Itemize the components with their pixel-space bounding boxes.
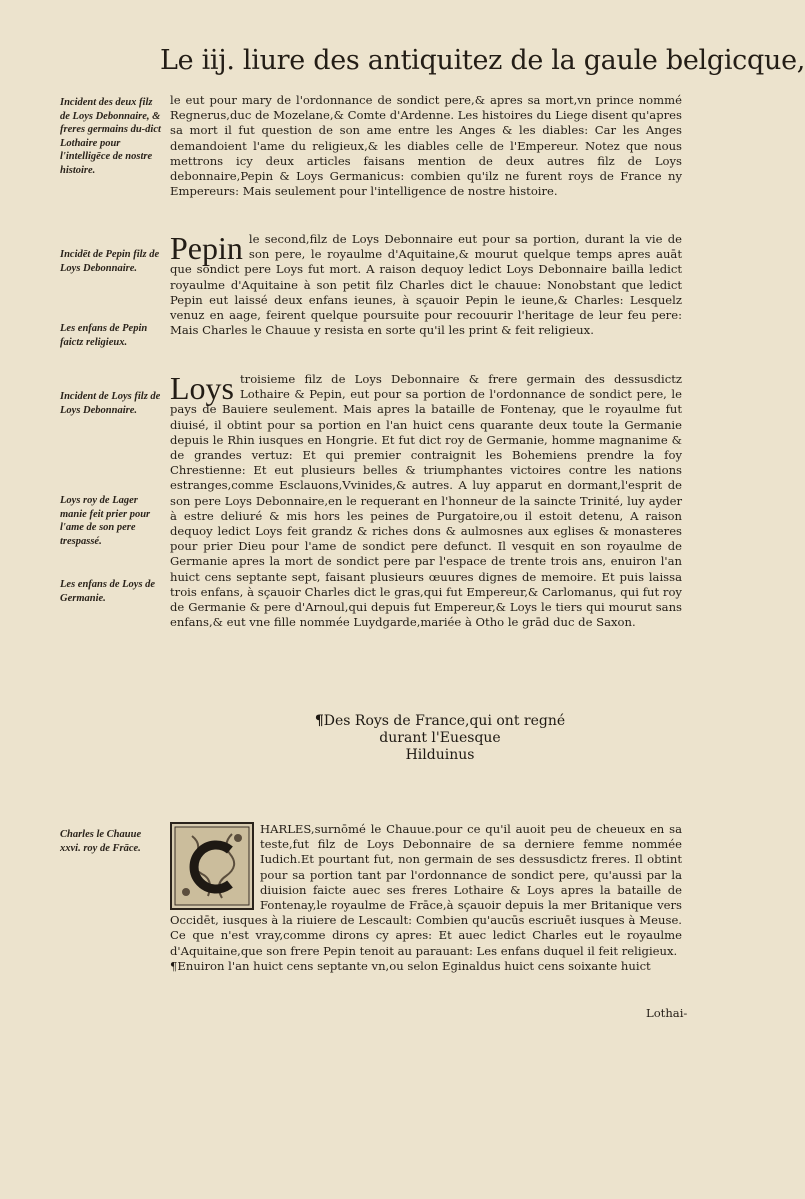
paragraph-2 [170, 232, 682, 338]
margin-note-incident-deux-filz: Incident des deux filz de Loys Debonnaire, & freres germains du-dict Lothaire pour l'intelligēce de nostre histoire. [60, 97, 161, 176]
margin-note-enfans-loys: Les enfans de Loys de Germanie. [60, 579, 156, 604]
dropcap-word-loys: Loys [170, 370, 234, 406]
pilcrow-icon: ¶ [170, 958, 178, 973]
margin-note-charles-le-chauue: Charles le Chauue xxvi. roy de Frāce. [60, 829, 142, 854]
section-title-line-1: Des Roys de France,qui ont regné [323, 713, 566, 729]
paragraph-4 [170, 822, 682, 974]
margin-note-enfans-pepin: Les enfans de Pepin faictz religieux. [60, 323, 148, 348]
running-head: Le iij. liure des antiquitez de la gaule belgicque, [160, 45, 805, 76]
section-title-line-2: durant l'Euesque [379, 730, 501, 746]
pilcrow-icon: ¶ [314, 713, 324, 729]
paragraph-5 [170, 959, 682, 974]
paragraph-1: le eut pour mary de l'ordonnance de sondict pere,& apres sa mort,vn prince nommé Regnerus,duc de Mozelane,& Comte d'Ardenne. Les histoires du Liege disent qu'apres sa mort il fut question de son ame entre les Anges & les diables: Car les Anges demandoient l'ame du religieux,& les diables celle de l'Empereur. Notez que nous mettrons icy deux articles faisans mention de deux autres filz de Loys debonnaire,Pepin & Loys Germanicus: combien qu'ilz ne furent roys de France ny Empereurs: Mais seulement pour l'intelligence de nostre histoire. [170, 93, 682, 199]
margin-note-incident-loys: Incident de Loys filz de Loys Debonnaire. [60, 391, 161, 416]
paragraph-2-text: le second,filz de Loys Debonnaire eut pour sa portion, durant la vie de son pere, le royaulme d'Aquitaine,& mourut quelque temps apres auāt que sondict pere Loys fut mort. A raison dequoy ledict Loys Debonnaire bailla ledict royaulme d'Aquitaine à son petit filz Charles dict le chauue: Nonobstant que ledict Pepin eut laissé deux enfans ieunes, à sçauoir Pepin le ieune,& Charles: Lesquelz venuz en aage, feirent quelque poursuite pour recouurir l'heritage de leur feu pere: Mais Charles le Chauue y resista en sorte qu'il les print & feit religieux. [170, 232, 682, 338]
catchword: Lothai- [646, 1006, 688, 1020]
paragraph-3 [170, 372, 682, 630]
dropcap-word-pepin: Pepin [170, 230, 243, 266]
paragraph-4-text: HARLES,surnōmé le Chauue.pour ce qu'il auoit peu de cheueux en sa teste,fut filz de Loys Debonnaire de sa derniere femme nommée Iudich.Et pourtant fut, non germain de ses dessusdictz freres. Il obtint pour sa portion tant par l'ordonnance de sondict pere, qu'aussi par la diuision faicte auec ses freres Lothaire & Loys apres la bataille de Fontenay,le royaulme de Frāce,à sçauoir depuis la mer Britanique vers Occidēt, iusques à la riuiere de Lescault: Combien qu'aucūs escriuēt iusques à Meuse. Ce que n'est vray,comme dirons cy apres: Et auec ledict Charles eut le royaulme d'Aquitaine,que son frere Pepin tenoit au parauant: Les enfans duquel il feit religieux. [170, 822, 682, 958]
margin-note-loys-roy: Loys roy de Lager manie feit prier pour l'ame de son pere trespassé. [60, 495, 151, 547]
illuminated-initial-c-icon [170, 822, 254, 910]
section-title-line-3: Hilduinus [405, 747, 475, 763]
paragraph-5-text: Enuiron l'an huict cens septante vn,ou selon Eginaldus huict cens soixante huict [177, 958, 651, 973]
margin-note-incident-pepin: Incidēt de Pepin filz de Loys Debonnaire. [60, 249, 160, 274]
section-title [290, 713, 590, 764]
paragraph-3-text: troisieme filz de Loys Debonnaire & frere germain des dessusdictz Lothaire & Pepin, eut pour sa portion de l'ordonnance de sondict pere, le pays de Bauiere seulement. Mais apres la bataille de Fontenay, que le royaulme fut diuisé, il obtint pour sa portion en l'an huict cens quarante deux toute la Germanie depuis le Rhin iusques en Hongrie. Et fut dict roy de Germanie, homme magnanime & de grandes vertuz: Et qui premier contraignit les Bohemiens prendre la foy Chrestienne: Et eut plusieurs belles & triumphantes victoires contre les nations estranges,comme Esclauons,Vvinides,& autres. A luy apparut en dormant,l'esprit de son pere Loys Debonnaire,en le requerant en l'honneur de la saincte Trinité, luy ayder à estre deliuré & mis hors les peines de Purgatoire,ou il estoit detenu, A raison dequoy ledict Loys feit grandz & riches dons & aulmosnes aux eglises & monasteres pour prier Dieu pour l'ame de sondict pere defunct. Il vesquit en son royaulme de Germanie apres la mort de sondict pere par l'espace de trente trois ans, enuiron l'an huict cens septante sept, faisant plusieurs œuures dignes de memoire. Et puis laissa trois enfans, à sçauoir Charles dict le gras,qui fut Empereur,& Carlomanus, qui fut roy de Germanie & pere d'Arnoul,qui depuis fut Empereur,& Loys le tiers qui mourut sans enfans,& eut vne fille nommée Luydgarde,mariée à Otho le grād duc de Saxon. [170, 372, 682, 630]
